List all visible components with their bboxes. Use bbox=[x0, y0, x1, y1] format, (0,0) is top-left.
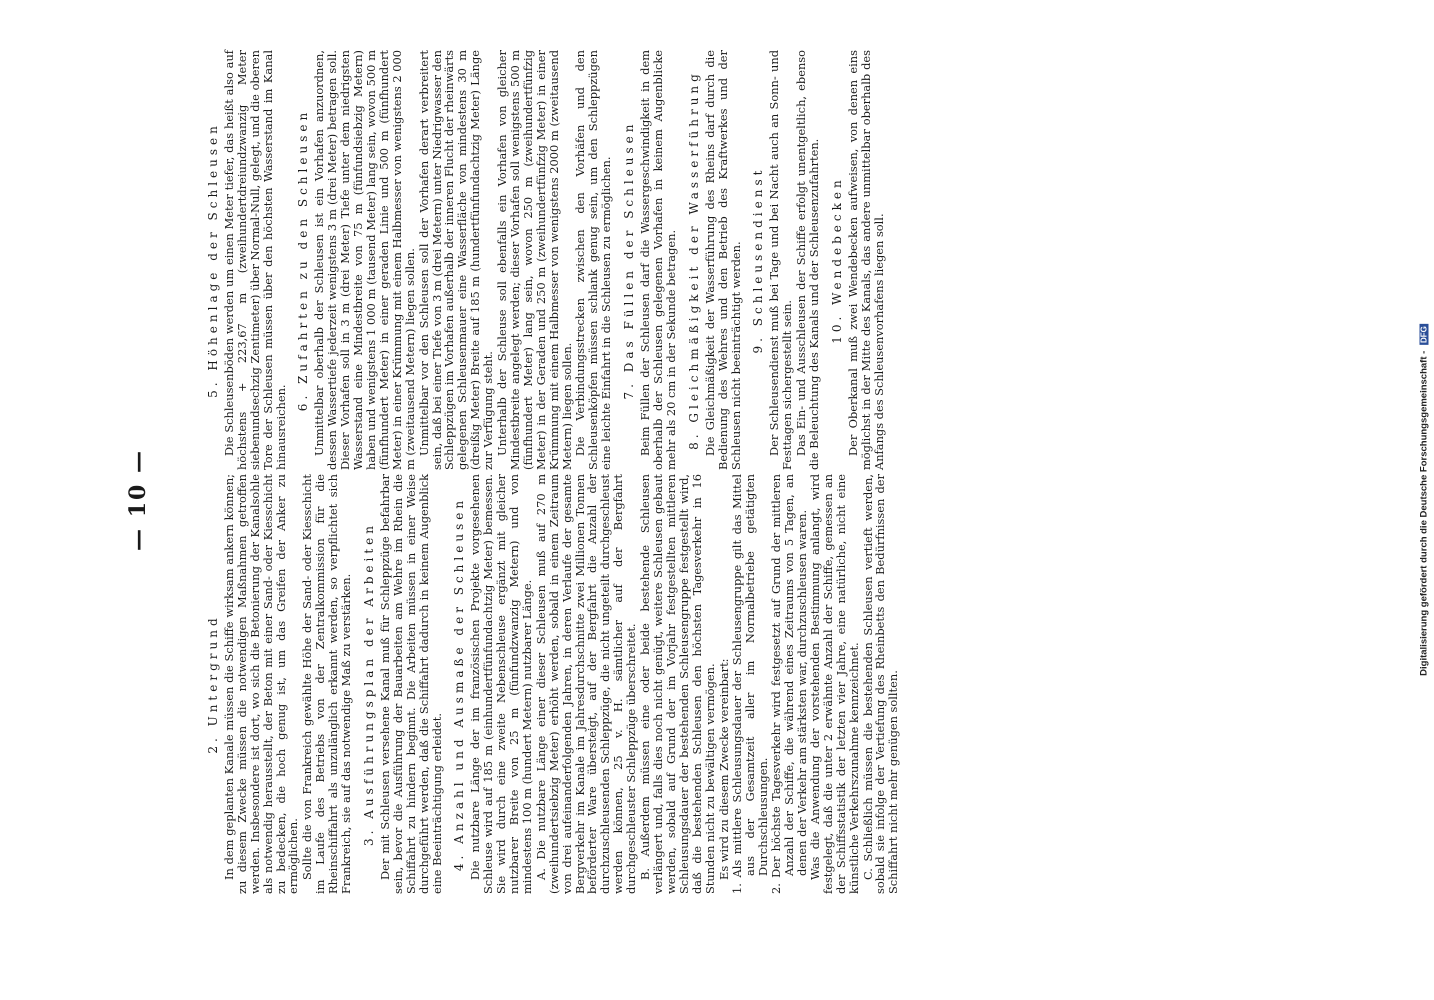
paragraph: Unmittelbar vor den Schleusen soll der Vorhafen derart verbreitert sein, daß bei einer Tiefe von 3 m (drei Metern) unter Niedrigwasser den Schleppzügen im Vorhafen außerhalb der inneren Flucht der rheinwärts gelegenen Schleusenmauer eine Wasserfläche von mindestens 30 m (dreißig Meter) Breite auf 185 m (hundertfünfundachtzig Meter) Länge zur Verfügung steht. bbox=[416, 50, 496, 470]
paragraph: C. Schließlich müssen die bestehenden Schleusen vertieft werden, sobald sie infolge der Vertiefung des Rheinbetts den Bedürfnissen der Schiffahrt nicht mehr genügen sollten. bbox=[860, 474, 901, 894]
section-heading: 5. Höhenlage der Schleusen bbox=[206, 122, 220, 398]
digitization-credit bbox=[1419, 324, 1430, 676]
paragraph: Der Oberkanal muß zwei Wendebecken aufweisen, von denen eins möglichst in der Mitte des Kanals, das andere unmittelbar oberhalb des Anfangs des Schleusenvorhafens liegen soll. bbox=[845, 50, 886, 470]
paragraph: B. Außerdem müssen eine oder beide bestehende Schleusen verlängert und, falls dies noch nicht genügt, weitere Schleusen gebaut werden, sobald auf Grund der im Vorjahr festgestellten mittleren Schleusungsdauer der bestehenden Schleusengruppe festgestellt wird, daß die bestehenden Schleusen den höchsten Tagesverkehr in 16 Stunden nicht zu bewältigen vermögen. bbox=[638, 474, 717, 894]
paragraph: Es wird zu diesem Zwecke vereinbart: bbox=[716, 658, 731, 880]
paragraph: Die Verbindungsstrecken zwischen den Vorhäfen und den Schleusenköpfen müssen schlank genug sein, um den Schleppzügen eine leichte Einfahrt in die Schleusen zu ermöglichen. bbox=[573, 50, 614, 470]
right-column bbox=[207, 50, 887, 470]
paragraph: In dem geplanten Kanale müssen die Schiffe wirksam ankern können; zu diesem Zwecke müssen die notwendigen Maßnahmen getroffen werden. Insbesondere ist dort, wo sich die Betonierung der Kanalsohle als notwendig herausstellt, der Beton mit einer Sand- oder Kiesschicht zu bedecken, die hoch genug ist, um das Greifen der Anker zu ermöglichen. bbox=[221, 474, 301, 894]
credit-text: Digitalisierung gefördert durch die Deutsche Forschungsgemeinschaft - bbox=[1418, 350, 1430, 676]
list-item: 2. Der höchste Tagesverkehr wird festgesetzt auf Grund der mittleren Anzahl der Schiffe, die während eines Zeitraums von 5 Tagen, an denen der Verkehr am stärksten war, durchzuschleusen waren. bbox=[769, 474, 809, 894]
paragraph: Beim Füllen der Schleusen darf die Wassergeschwindigkeit in dem oberhalb der Schleusen gelegenen Vorhafen in keinem Augenblicke mehr als 20 cm in der Sekunde betragen. bbox=[638, 50, 678, 470]
section-heading: 4. Anzahl und Ausmaße der Schleusen bbox=[452, 496, 467, 872]
paragraph: Die nutzbare Länge der im französischen Projekte vorgesehenen Schleuse wird auf 185 m (einhundertfünfundachtzig Meter) bemessen. Sie wird durch eine zweite Nebenschleuse ergänzt mit gleicher nutzbarer Breite von 25 m (fünfundzwanzig Metern) und von mindestens 100 m (hundert Metern) nutzbarer Länge. bbox=[468, 474, 534, 894]
paragraph: Das Ein- und Ausschleusen der Schiffe erfolgt unentgeltlich, ebenso die Beleuchtung des Kanals und der Schleusenzufahrten. bbox=[794, 50, 822, 470]
section-heading: 10. Wendebecken bbox=[829, 176, 844, 344]
section-heading: 2. Untergrund bbox=[206, 614, 220, 754]
section-heading: 8. Gleichmäßigkeit der Wasserführung bbox=[686, 70, 701, 450]
section-heading: 9. Schleusendienst bbox=[751, 166, 766, 354]
left-column bbox=[207, 474, 901, 894]
rotated-document-page bbox=[67, 20, 1367, 980]
section-heading: 3. Ausführungsplan der Arbeiten bbox=[361, 522, 376, 846]
paragraph: Der mit Schleusen versehene Kanal muß für Schleppzüge befahrbar sein, bevor die Ausführung der Bauarbeiten am Wehre im Rhein die Schiffahrt zu hindern beginnt. Die Arbeiten müssen in einer Weise durchgeführt werden, daß die Schiffahrt dadurch in keinem Augenblick eine Beeinträchtigung erleidet. bbox=[377, 474, 444, 894]
paragraph: Was die Anwendung der vorstehenden Bestimmung anlangt, wird festgelegt, daß die unter 2 erwähnte Anzahl der Schiffe, gemessen an der Schiffsstatistik der letzten vier Jahre, eine natürliche, nicht eine künstliche Verkehrszunahme kennzeichnet. bbox=[807, 474, 861, 894]
dfg-logo: DFG bbox=[1419, 326, 1429, 344]
paragraph: A. Die nutzbare Länge einer dieser Schleusen muß auf 270 m (zweihundertsiebzig Meter) erhöht werden, sobald in einem Zeitraum von drei aufeinanderfolgenden Jahren, in deren Verlaufe der gesamte Bergverkehr im Kanale im Jahresdurchschnitte zwei Millionen Tonnen beförderter Ware übersteigt, auf der Bergfahrt die Anzahl der durchzuschleusenden Schleppzüge, die nicht ungeteilt durchgeschleust werden können, 25 v. H. sämtlicher auf der Bergfahrt durchgeschleuster Schleppzüge überschreitet. bbox=[533, 474, 639, 894]
paragraph: Unterhalb der Schleuse soll ebenfalls ein Vorhafen von gleicher Mindestbreite angelegt werden; dieser Vorhafen soll wenigstens 500 m (fünfhundert Meter) lang sein, wovon 250 m (zweihundertfünfzig Meter) in der Geraden und 250 m (zweihundertfünfzig Meter) in einer Krümmung mit einem Halbmesser von wenigstens 2000 m (zweitausend Metern) liegen sollen. bbox=[495, 50, 574, 470]
section-heading: 7. Das Füllen der Schleusen bbox=[622, 120, 637, 400]
paragraph: Die Gleichmäßigkeit der Wasserführung des Rheins darf durch die Bedienung des Wehres und den Betrieb des Kraftwerkes und der Schleusen nicht beeinträchtigt werden. bbox=[702, 50, 743, 470]
paragraph: Unmittelbar oberhalb der Schleusen ist ein Vorhafen anzuordnen, dessen Wassertiefe jederzeit wenigstens 3 m (drei Meter) betragen soll. Dieser Vorhafen soll in 3 m (drei Meter) Tiefe unter dem niedrigsten Wasserstand eine Mindestbreite von 75 m (fünfundsiebzig Metern) haben und wenigstens 1 000 m (tausend Meter) lang sein, wovon 500 m (fünfhundert Meter) in einer geraden Linie und 500 m (fünfhundert Meter) in einer Krümmung mit einem Halbmesser von wenigstens 2 000 m (zweitausend Metern) liegen sollen. bbox=[312, 50, 417, 470]
paragraph: Sollte die von Frankreich gewählte Höhe der Sand- oder Kiesschicht im Laufe des Betriebs von der Zentralkommission für die Rheinschiffahrt als unzulänglich erkannt werden, so verpflichtet sich Frankreich, sie auf das notwendige Maß zu verstärken. bbox=[300, 474, 354, 894]
paragraph: Die Schleusenböden werden um einen Meter tiefer, das heißt also auf höchstens + 223,67 m (zweihundertdreiundzwanzig Meter siebenundsechzig Zentimeter) über Normal-Null, gelegt, und die oberen Tore der Schleusen müssen über den höchsten Wasserstand im Kanal hinausreichen. bbox=[221, 50, 288, 470]
paragraph: Der Schleusendienst muß bei Tage und bei Nacht auch an Sonn- und Festtagen sichergestellt sein. bbox=[767, 50, 795, 470]
section-heading: 6. Zufahrten zu den Schleusen bbox=[296, 108, 311, 412]
page-number: — 10 — bbox=[125, 449, 151, 551]
list-item: 1. Als mittlere Schleusungsdauer der Schleusengruppe gilt das Mittel aus der Gesamtzeit aller im Normalbetriebe getätigten Durchschleusungen. bbox=[730, 474, 771, 894]
